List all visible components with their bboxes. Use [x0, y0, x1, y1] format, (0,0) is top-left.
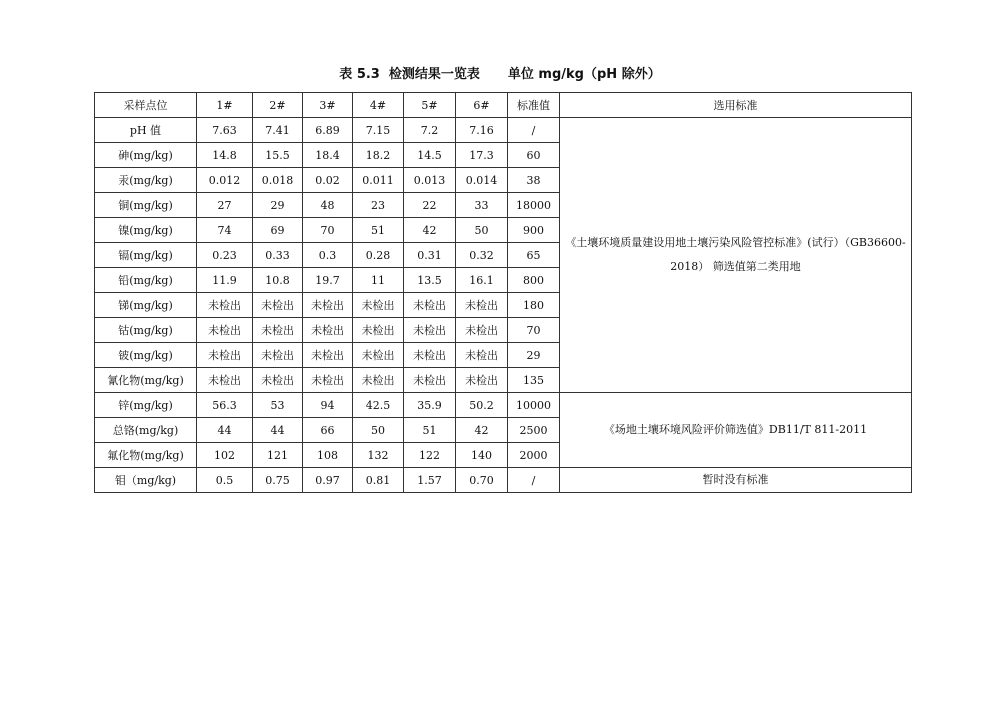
value-cell: 11	[353, 268, 404, 293]
results-table-body	[95, 93, 912, 493]
value-cell: 0.5	[197, 468, 253, 493]
standard-limit-cell: 2000	[508, 443, 560, 468]
header-row	[95, 93, 912, 118]
value-cell: 未检出	[353, 343, 404, 368]
value-cell: 1.57	[404, 468, 456, 493]
value-cell: 53	[253, 393, 303, 418]
results-table	[94, 92, 912, 493]
value-cell: 14.8	[197, 143, 253, 168]
value-cell: 22	[404, 193, 456, 218]
value-cell: 未检出	[253, 343, 303, 368]
value-cell: 未检出	[456, 368, 508, 393]
value-cell: 11.9	[197, 268, 253, 293]
value-cell: 7.15	[353, 118, 404, 143]
header-cell: 3#	[303, 93, 353, 118]
value-cell: 未检出	[353, 293, 404, 318]
value-cell: 0.32	[456, 243, 508, 268]
value-cell: 17.3	[456, 143, 508, 168]
value-cell: 44	[197, 418, 253, 443]
row-label: 钴(mg/kg)	[95, 318, 197, 343]
table-title	[0, 63, 1000, 82]
header-cell: 5#	[404, 93, 456, 118]
row-label: 汞(mg/kg)	[95, 168, 197, 193]
value-cell: 0.75	[253, 468, 303, 493]
value-cell: 48	[303, 193, 353, 218]
value-cell: 未检出	[404, 368, 456, 393]
value-cell: 0.81	[353, 468, 404, 493]
value-cell: 未检出	[456, 343, 508, 368]
value-cell: 50	[353, 418, 404, 443]
value-cell: 未检出	[303, 368, 353, 393]
value-cell: 0.97	[303, 468, 353, 493]
value-cell: 33	[456, 193, 508, 218]
row-label: 铅(mg/kg)	[95, 268, 197, 293]
value-cell: 27	[197, 193, 253, 218]
standard-limit-cell: /	[508, 468, 560, 493]
value-cell: 未检出	[253, 293, 303, 318]
standard-limit-cell: 70	[508, 318, 560, 343]
value-cell: 0.70	[456, 468, 508, 493]
value-cell: 0.31	[404, 243, 456, 268]
header-cell: 标准值	[508, 93, 560, 118]
header-cell: 1#	[197, 93, 253, 118]
value-cell: 14.5	[404, 143, 456, 168]
value-cell: 23	[353, 193, 404, 218]
row-label: 总铬(mg/kg)	[95, 418, 197, 443]
value-cell: 102	[197, 443, 253, 468]
header-cell: 6#	[456, 93, 508, 118]
table-row	[95, 393, 912, 418]
value-cell: 0.012	[197, 168, 253, 193]
row-label: 镍(mg/kg)	[95, 218, 197, 243]
row-label: 铜(mg/kg)	[95, 193, 197, 218]
value-cell: 7.16	[456, 118, 508, 143]
value-cell: 0.3	[303, 243, 353, 268]
value-cell: 7.41	[253, 118, 303, 143]
value-cell: 0.013	[404, 168, 456, 193]
row-label: 氰化物(mg/kg)	[95, 368, 197, 393]
value-cell: 0.011	[353, 168, 404, 193]
value-cell: 13.5	[404, 268, 456, 293]
value-cell: 未检出	[404, 343, 456, 368]
standard-reference-cell: 《土壤环境质量建设用地土壤污染风险管控标准》(试行）（GB36600-2018） 筛选值第二类用地	[560, 118, 912, 393]
value-cell: 10.8	[253, 268, 303, 293]
value-cell: 42	[456, 418, 508, 443]
value-cell: 未检出	[456, 293, 508, 318]
value-cell: 108	[303, 443, 353, 468]
value-cell: 未检出	[404, 293, 456, 318]
value-cell: 16.1	[456, 268, 508, 293]
value-cell: 0.02	[303, 168, 353, 193]
standard-limit-cell: 800	[508, 268, 560, 293]
value-cell: 未检出	[197, 293, 253, 318]
value-cell: 51	[353, 218, 404, 243]
value-cell: 0.014	[456, 168, 508, 193]
row-label: 砷(mg/kg)	[95, 143, 197, 168]
value-cell: 未检出	[353, 368, 404, 393]
row-label: 镉(mg/kg)	[95, 243, 197, 268]
header-cell: 4#	[353, 93, 404, 118]
standard-limit-cell: 2500	[508, 418, 560, 443]
value-cell: 29	[253, 193, 303, 218]
header-cell: 2#	[253, 93, 303, 118]
value-cell: 未检出	[303, 343, 353, 368]
value-cell: 未检出	[303, 318, 353, 343]
value-cell: 42	[404, 218, 456, 243]
row-label: 锑(mg/kg)	[95, 293, 197, 318]
table-caption: 表 5.3 检测结果一览表	[339, 67, 480, 82]
standard-limit-cell: 135	[508, 368, 560, 393]
table-row	[95, 118, 912, 143]
value-cell: 51	[404, 418, 456, 443]
value-cell: 74	[197, 218, 253, 243]
standard-limit-cell: 180	[508, 293, 560, 318]
value-cell: 未检出	[197, 318, 253, 343]
value-cell: 未检出	[303, 293, 353, 318]
header-cell: 采样点位	[95, 93, 197, 118]
value-cell: 18.2	[353, 143, 404, 168]
value-cell: 42.5	[353, 393, 404, 418]
header-cell: 选用标准	[560, 93, 912, 118]
value-cell: 132	[353, 443, 404, 468]
value-cell: 56.3	[197, 393, 253, 418]
unit-note: 单位 mg/kg（pH 除外）	[507, 67, 661, 82]
value-cell: 未检出	[253, 318, 303, 343]
table-row	[95, 468, 912, 493]
value-cell: 50	[456, 218, 508, 243]
value-cell: 70	[303, 218, 353, 243]
value-cell: 未检出	[353, 318, 404, 343]
value-cell: 6.89	[303, 118, 353, 143]
value-cell: 0.28	[353, 243, 404, 268]
value-cell: 94	[303, 393, 353, 418]
standard-limit-cell: 10000	[508, 393, 560, 418]
value-cell: 未检出	[253, 368, 303, 393]
value-cell: 18.4	[303, 143, 353, 168]
value-cell: 未检出	[456, 318, 508, 343]
value-cell: 0.23	[197, 243, 253, 268]
value-cell: 未检出	[197, 368, 253, 393]
value-cell: 19.7	[303, 268, 353, 293]
value-cell: 0.018	[253, 168, 303, 193]
value-cell: 未检出	[197, 343, 253, 368]
value-cell: 121	[253, 443, 303, 468]
standard-reference-cell: 暂时没有标准	[560, 468, 912, 493]
standard-limit-cell: 65	[508, 243, 560, 268]
standard-reference-cell: 《场地土壤环境风险评价筛选值》DB11/T 811-2011	[560, 393, 912, 468]
standard-limit-cell: 38	[508, 168, 560, 193]
row-label: 钼（mg/kg)	[95, 468, 197, 493]
standard-limit-cell: 18000	[508, 193, 560, 218]
row-label: pH 值	[95, 118, 197, 143]
value-cell: 35.9	[404, 393, 456, 418]
value-cell: 44	[253, 418, 303, 443]
row-label: 铍(mg/kg)	[95, 343, 197, 368]
standard-limit-cell: 60	[508, 143, 560, 168]
value-cell: 未检出	[404, 318, 456, 343]
standard-limit-cell: /	[508, 118, 560, 143]
value-cell: 0.33	[253, 243, 303, 268]
value-cell: 50.2	[456, 393, 508, 418]
row-label: 锌(mg/kg)	[95, 393, 197, 418]
standard-limit-cell: 900	[508, 218, 560, 243]
row-label: 氟化物(mg/kg)	[95, 443, 197, 468]
standard-limit-cell: 29	[508, 343, 560, 368]
value-cell: 15.5	[253, 143, 303, 168]
value-cell: 7.2	[404, 118, 456, 143]
value-cell: 69	[253, 218, 303, 243]
value-cell: 66	[303, 418, 353, 443]
value-cell: 122	[404, 443, 456, 468]
value-cell: 7.63	[197, 118, 253, 143]
value-cell: 140	[456, 443, 508, 468]
